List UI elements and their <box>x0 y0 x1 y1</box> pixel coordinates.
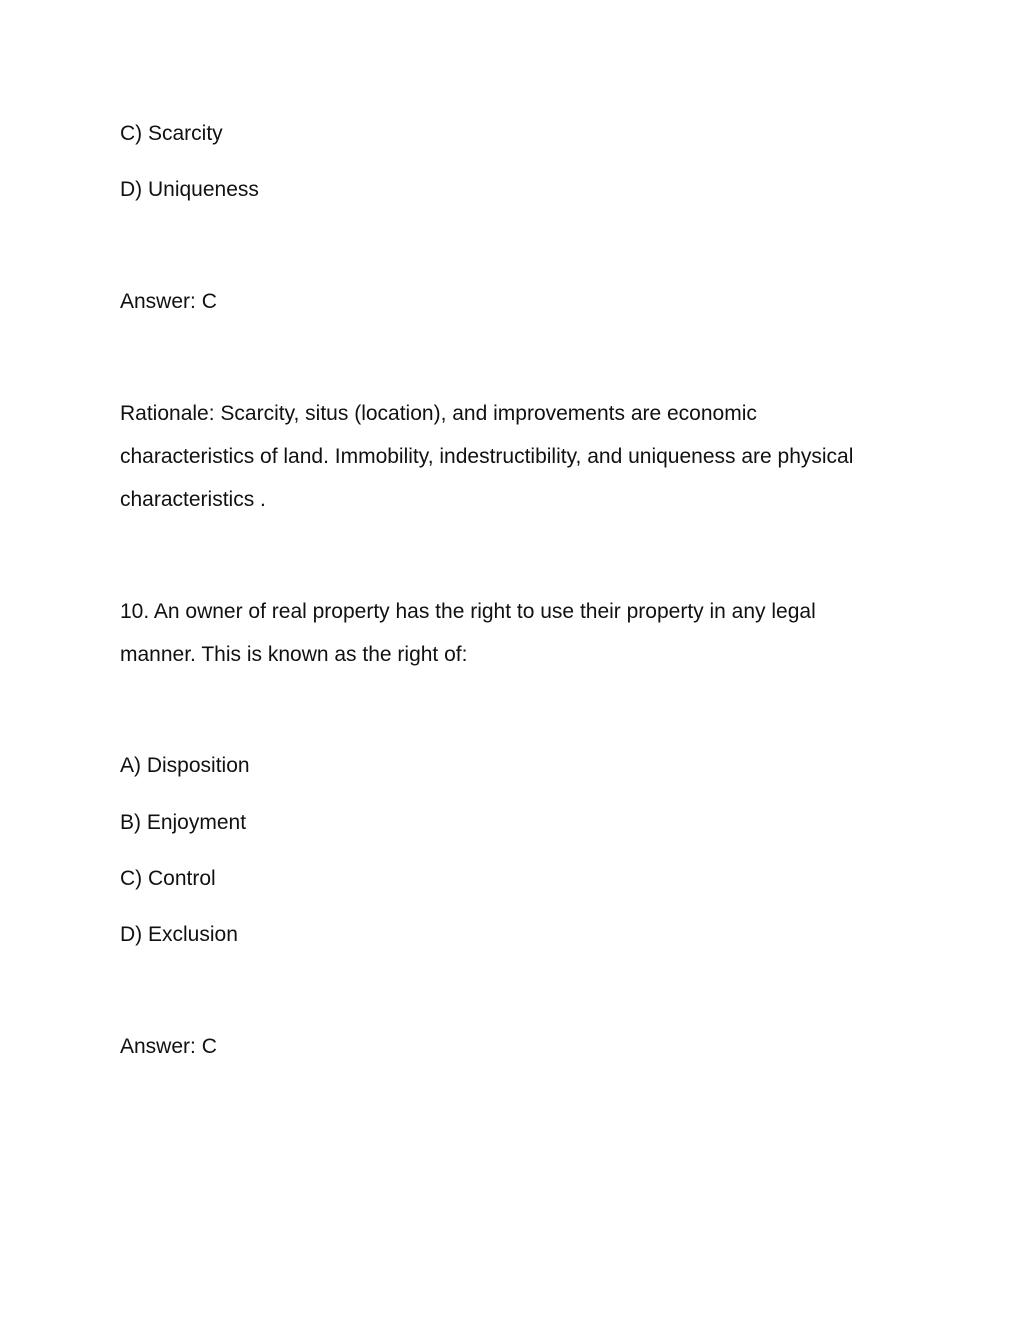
option-d: D) Exclusion <box>120 923 238 946</box>
option-b: B) Enjoyment <box>120 811 247 834</box>
answer-prev: Answer: C <box>120 290 217 313</box>
question-10-line-2: manner. This is known as the right of: <box>120 643 468 666</box>
question-10-line-1: 10. An owner of real property has the right to use their property in any legal <box>120 600 816 623</box>
rationale-line-2: characteristics of land. Immobility, indestructibility, and uniqueness are physical <box>120 445 854 468</box>
rationale-line-3: characteristics . <box>120 488 266 511</box>
option-c: C) Control <box>120 867 216 890</box>
answer-10: Answer: C <box>120 1035 217 1058</box>
option-d-prev: D) Uniqueness <box>120 178 259 201</box>
rationale-line-1: Rationale: Scarcity, situs (location), and improvements are economic <box>120 402 757 425</box>
option-c-prev: C) Scarcity <box>120 122 223 145</box>
option-a: A) Disposition <box>120 754 250 777</box>
